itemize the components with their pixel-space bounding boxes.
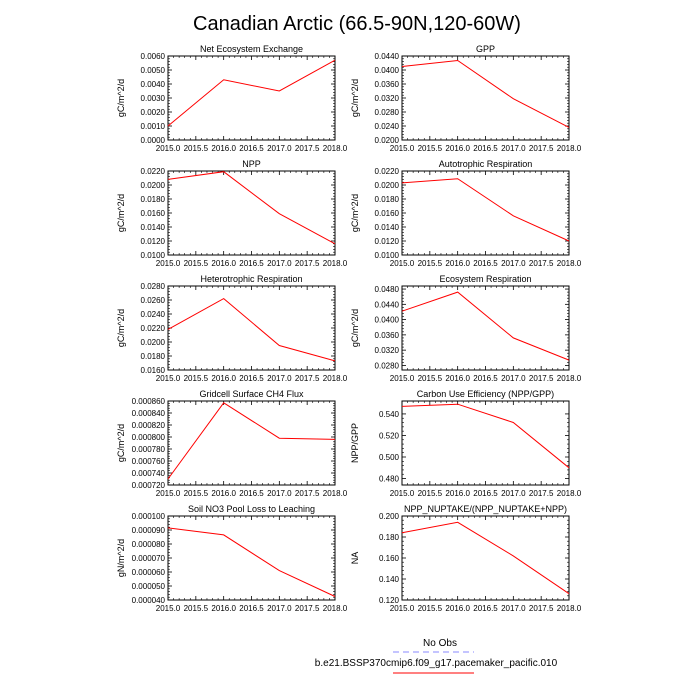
series-line <box>402 404 569 468</box>
plot-frame <box>168 401 335 485</box>
x-tick-label: 2016.0 <box>211 604 236 613</box>
y-tick-label: 0.000040 <box>131 596 165 605</box>
y-tick-label: 0.480 <box>378 474 399 484</box>
x-tick-label: 2015.5 <box>417 604 443 613</box>
panel-8 <box>116 504 348 613</box>
x-tick-label: 2018.0 <box>556 259 582 268</box>
plot-frame <box>168 171 335 255</box>
series-line <box>402 61 569 128</box>
x-tick-label: 2015.0 <box>155 259 181 268</box>
series-line <box>168 403 335 479</box>
x-tick-label: 2018.0 <box>322 144 348 153</box>
x-tick-label: 2017.0 <box>501 374 526 383</box>
y-tick-label: 0.140 <box>378 575 399 584</box>
y-tick-label: 0.0220 <box>374 167 399 176</box>
x-tick-label: 2016.0 <box>211 259 236 268</box>
x-tick-label: 2018.0 <box>556 489 582 498</box>
y-axis-label: NPP/GPP <box>350 422 360 464</box>
x-tick-label: 2016.0 <box>445 604 470 613</box>
y-tick-label: 0.0140 <box>140 223 165 232</box>
y-tick-label: 0.0160 <box>140 209 165 218</box>
y-tick-label: 0.000760 <box>131 457 165 466</box>
panel-title: NPP <box>242 159 261 169</box>
y-tick-label: 0.0200 <box>140 181 165 190</box>
y-tick-label: 0.0000 <box>140 136 165 145</box>
y-tick-label: 0.0240 <box>374 122 399 131</box>
panel-title: Gridcell Surface CH4 Flux <box>199 389 304 399</box>
y-tick-label: 0.0180 <box>140 195 165 204</box>
y-tick-label: 0.0120 <box>374 237 399 246</box>
y-tick-label: 0.000060 <box>131 568 165 577</box>
series-line <box>168 172 335 244</box>
x-tick-label: 2018.0 <box>556 604 582 613</box>
panel-title: GPP <box>475 44 496 54</box>
legend <box>315 638 558 673</box>
x-tick-label: 2017.0 <box>267 259 292 268</box>
y-tick-label: 0.0040 <box>140 80 165 89</box>
y-tick-label: 0.0280 <box>374 108 399 117</box>
x-tick-label: 2018.0 <box>322 374 348 383</box>
x-tick-label: 2016.0 <box>211 374 236 383</box>
y-tick-label: 0.000820 <box>131 421 165 430</box>
x-tick-label: 2018.0 <box>322 604 348 613</box>
panel-3 <box>350 159 582 268</box>
y-tick-label: 0.180 <box>378 533 399 542</box>
y-tick-label: 0.0160 <box>374 209 399 218</box>
y-tick-label: 0.0240 <box>140 310 165 319</box>
series-line <box>168 60 335 126</box>
x-tick-label: 2015.0 <box>155 489 181 498</box>
y-axis-label: gC/m^2/d <box>350 308 360 348</box>
panel-1 <box>350 44 582 153</box>
y-axis-label: gC/m^2/d <box>116 308 126 348</box>
y-tick-label: 0.000090 <box>131 526 165 535</box>
y-tick-label: 0.0280 <box>140 282 165 291</box>
y-tick-label: 0.000740 <box>131 469 165 478</box>
y-tick-label: 0.0100 <box>140 251 165 260</box>
x-tick-label: 2016.5 <box>239 259 264 268</box>
y-tick-label: 0.0180 <box>374 195 399 204</box>
plot-frame <box>168 516 335 600</box>
y-axis-label: gN/m^2/d <box>116 538 126 578</box>
panel-2 <box>116 159 348 268</box>
panel-9 <box>350 504 582 613</box>
plot-frame <box>402 171 569 255</box>
x-tick-label: 2015.5 <box>183 489 209 498</box>
panel-title: Autotrophic Respiration <box>438 159 533 169</box>
panel-7 <box>350 389 582 498</box>
y-tick-label: 0.0020 <box>140 108 165 117</box>
panel-title: Soil NO3 Pool Loss to Leaching <box>187 504 316 514</box>
x-tick-label: 2017.0 <box>501 259 526 268</box>
x-tick-label: 2017.5 <box>528 604 554 613</box>
x-tick-label: 2015.5 <box>417 259 443 268</box>
x-tick-label: 2016.5 <box>239 374 264 383</box>
y-tick-label: 0.0220 <box>140 167 165 176</box>
x-tick-label: 2017.0 <box>501 489 526 498</box>
y-tick-label: 0.520 <box>378 431 399 441</box>
y-tick-label: 0.160 <box>378 554 399 563</box>
y-tick-label: 0.540 <box>378 409 399 419</box>
y-tick-label: 0.0320 <box>374 346 399 356</box>
x-tick-label: 2016.5 <box>239 604 264 613</box>
x-tick-label: 2016.5 <box>473 374 498 383</box>
y-tick-label: 0.0280 <box>374 361 399 371</box>
x-tick-label: 2017.5 <box>528 144 554 153</box>
y-tick-label: 0.500 <box>378 453 399 462</box>
x-tick-label: 2018.0 <box>556 144 582 153</box>
y-tick-label: 0.0440 <box>374 300 399 310</box>
x-tick-label: 2017.0 <box>267 489 292 498</box>
x-tick-label: 2017.0 <box>267 144 292 153</box>
y-tick-label: 0.0260 <box>140 296 165 305</box>
y-tick-label: 0.0140 <box>374 223 399 232</box>
x-tick-label: 2015.0 <box>155 374 181 383</box>
y-tick-label: 0.0320 <box>374 94 399 103</box>
plot-frame <box>402 286 569 370</box>
x-tick-label: 2016.0 <box>445 489 470 498</box>
y-tick-label: 0.0200 <box>374 136 399 145</box>
plot-frame <box>168 56 335 140</box>
x-tick-label: 2016.0 <box>445 144 470 153</box>
y-tick-label: 0.0400 <box>374 66 399 75</box>
series-line <box>402 292 569 360</box>
y-tick-label: 0.000050 <box>131 582 165 591</box>
y-tick-label: 0.0060 <box>140 52 165 61</box>
x-tick-label: 2018.0 <box>322 259 348 268</box>
panel-title: Heterotrophic Respiration <box>200 274 303 284</box>
x-tick-label: 2016.0 <box>445 374 470 383</box>
y-tick-label: 0.0180 <box>140 352 165 361</box>
x-tick-label: 2015.5 <box>183 604 209 613</box>
plot-frame <box>402 516 569 600</box>
x-tick-label: 2016.5 <box>239 144 264 153</box>
x-tick-label: 2017.0 <box>501 604 526 613</box>
x-tick-label: 2016.5 <box>473 144 498 153</box>
x-tick-label: 2015.5 <box>183 374 209 383</box>
series-line <box>168 528 335 597</box>
x-tick-label: 2015.5 <box>183 259 209 268</box>
y-axis-label: gC/m^2/d <box>116 193 126 233</box>
x-tick-label: 2017.5 <box>294 144 320 153</box>
x-tick-label: 2016.5 <box>473 489 498 498</box>
x-tick-label: 2017.5 <box>294 374 320 383</box>
panel-title: Net Ecosystem Exchange <box>199 44 304 54</box>
x-tick-label: 2017.5 <box>528 374 554 383</box>
plot-frame <box>402 56 569 140</box>
x-tick-label: 2015.0 <box>155 604 181 613</box>
y-tick-label: 0.0200 <box>374 181 399 190</box>
y-tick-label: 0.000860 <box>131 397 165 406</box>
x-tick-label: 2016.5 <box>473 259 498 268</box>
panel-title: NPP_NUPTAKE/(NPP_NUPTAKE+NPP) <box>404 504 567 514</box>
panel-0 <box>116 44 348 153</box>
y-tick-label: 0.200 <box>378 512 399 521</box>
y-tick-label: 0.000780 <box>131 445 165 454</box>
x-tick-label: 2018.0 <box>556 374 582 383</box>
panel-5 <box>350 274 582 383</box>
y-tick-label: 0.0160 <box>140 366 165 375</box>
legend-obs-label: No Obs <box>423 638 457 649</box>
x-tick-label: 2016.0 <box>211 489 236 498</box>
y-tick-label: 0.0480 <box>374 285 399 295</box>
y-axis-label: gC/m^2/d <box>116 423 126 463</box>
y-tick-label: 0.000080 <box>131 540 165 549</box>
x-tick-label: 2017.0 <box>267 604 292 613</box>
x-tick-label: 2015.5 <box>183 144 209 153</box>
x-tick-label: 2017.5 <box>294 259 320 268</box>
x-tick-label: 2016.0 <box>211 144 236 153</box>
y-tick-label: 0.000840 <box>131 409 165 418</box>
panel-6 <box>116 389 348 498</box>
panels <box>116 44 582 613</box>
series-line <box>168 299 335 361</box>
x-tick-label: 2015.0 <box>155 144 181 153</box>
y-tick-label: 0.0050 <box>140 66 165 75</box>
y-axis-label: gC/m^2/d <box>350 193 360 233</box>
x-tick-label: 2015.5 <box>417 144 443 153</box>
x-tick-label: 2017.5 <box>294 604 320 613</box>
panel-title: Carbon Use Efficiency (NPP/GPP) <box>416 389 555 399</box>
panel-4 <box>116 274 348 383</box>
y-tick-label: 0.0220 <box>140 324 165 333</box>
x-tick-label: 2017.0 <box>501 144 526 153</box>
x-tick-label: 2016.5 <box>239 489 264 498</box>
plot-frame <box>168 286 335 370</box>
panel-title: Ecosystem Respiration <box>439 274 532 284</box>
y-axis-label: NA <box>350 551 360 565</box>
x-tick-label: 2015.0 <box>389 604 415 613</box>
x-tick-label: 2015.0 <box>389 489 415 498</box>
y-tick-label: 0.0010 <box>140 122 165 131</box>
y-tick-label: 0.000720 <box>131 481 165 490</box>
y-tick-label: 0.0200 <box>140 338 165 347</box>
x-tick-label: 2017.5 <box>528 259 554 268</box>
series-line <box>402 179 569 241</box>
figure-title: Canadian Arctic (66.5-90N,120-60W) <box>193 13 521 35</box>
x-tick-label: 2016.0 <box>445 259 470 268</box>
x-tick-label: 2015.5 <box>417 489 443 498</box>
y-tick-label: 0.120 <box>378 596 399 605</box>
y-tick-label: 0.0120 <box>140 237 165 246</box>
y-tick-label: 0.0100 <box>374 251 399 260</box>
y-axis-label: gC/m^2/d <box>350 78 360 118</box>
y-tick-label: 0.0360 <box>374 330 399 340</box>
y-tick-label: 0.0360 <box>374 80 399 89</box>
x-tick-label: 2015.5 <box>417 374 443 383</box>
x-tick-label: 2015.0 <box>389 144 415 153</box>
x-tick-label: 2015.0 <box>389 259 415 268</box>
legend-model-label: b.e21.BSSP370cmip6.f09_g17.pacemaker_pacific.010 <box>314 658 558 669</box>
x-tick-label: 2017.5 <box>294 489 320 498</box>
x-tick-label: 2017.0 <box>267 374 292 383</box>
y-tick-label: 0.0400 <box>374 315 399 325</box>
x-tick-label: 2018.0 <box>322 489 348 498</box>
x-tick-label: 2015.0 <box>389 374 415 383</box>
y-tick-label: 0.000070 <box>131 554 165 563</box>
x-tick-label: 2017.5 <box>528 489 554 498</box>
y-axis-label: gC/m^2/d <box>116 78 126 118</box>
x-tick-label: 2016.5 <box>473 604 498 613</box>
series-line <box>402 522 569 593</box>
y-tick-label: 0.000100 <box>131 512 165 521</box>
y-tick-label: 0.0440 <box>374 52 399 61</box>
y-tick-label: 0.000800 <box>131 433 165 442</box>
y-tick-label: 0.0030 <box>140 94 165 103</box>
